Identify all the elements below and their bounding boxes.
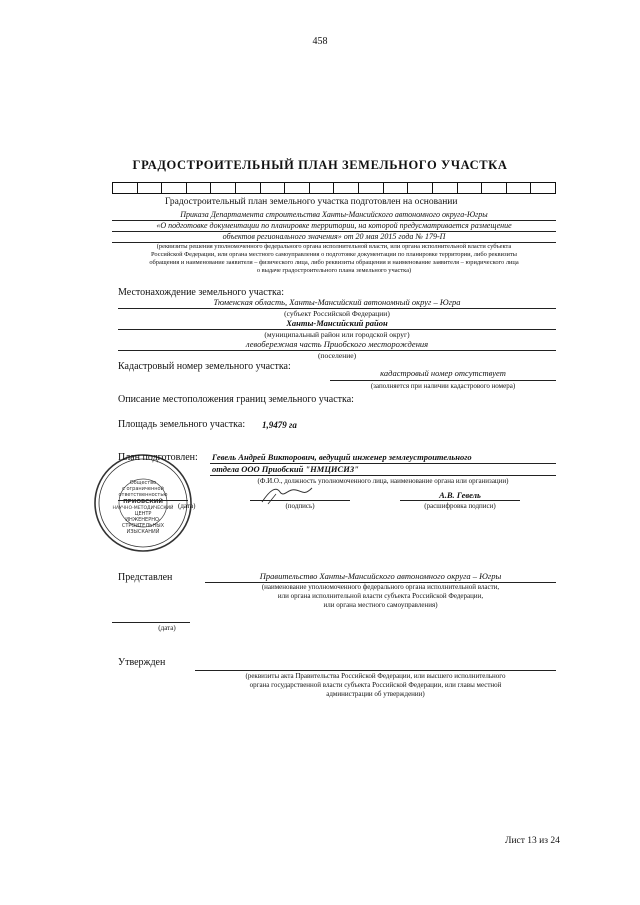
cadastral-label: Кадастровый номер земельного участка: [118,361,291,372]
grid-cell [359,183,384,193]
presented-caption-2: или органа исполнительной власти субъекта Российской Федерации, [277,592,484,600]
order-line-2: «О подготовке документации по планировке территории, на которой предусматривается размещение [156,221,512,230]
preparer-line-2: отдела ООО Приобский "НМЦИСИЗ" [212,464,359,474]
grid-cell [482,183,507,193]
number-grid [112,182,556,194]
seal-line-6: ЦЕНТР [134,511,152,517]
grid-cell [261,183,286,193]
signature-name: А.В. Гевель [439,490,481,500]
district-caption: (муниципальный район или городской округ) [264,330,410,339]
seal-line-4: ПРИОБСКИЙ [123,499,163,505]
grid-cell [113,183,138,193]
page-number: 458 [312,36,328,47]
cadastral-caption: (заполняется при наличии кадастрового номера) [370,382,516,390]
preparer-line-1: Гевель Андрей Викторович, ведущий инженер землеустроительного [212,452,472,462]
sheet-number: Лист 13 из 24 [505,836,560,846]
approved-caption-1: (реквизиты акта Правительства Российской Федерации, или высшего исполнительного [245,672,506,680]
area-value: 1,9479 га [262,420,297,430]
area-label: Площадь земельного участка: [118,419,246,430]
location-label: Местонахождение земельного участка: [118,287,284,298]
grid-cell [138,183,163,193]
grid-cell [211,183,236,193]
district-value: Ханты-Мансийский район [286,318,388,328]
grid-cell [187,183,212,193]
approved-label: Утвержден [118,657,166,668]
grid-cell [433,183,458,193]
approved-caption-3: администрации об утверждении) [326,690,425,698]
subject-caption: (субъект Российской Федерации) [284,309,390,318]
basis-note-1: (реквизиты решения уполномоченного федерального органа исполнительной власти, или органа исполнительной власти субъекта [156,243,512,250]
order-line-3: объектов регионального значения» от 20 мая 2015 года № 179-П [222,232,446,241]
prepared-date-caption: (дата) [178,502,196,510]
basis-note-3: обращения и наименование заявителя – физического лица, либо реквизиты обращения и наименование заявителя – юридического лица [149,259,519,266]
seal-line-5: НАУЧНО-МЕТОДИЧЕСКИЙ [112,506,174,511]
seal-line-7: ИНЖЕНЕРНО- [125,517,161,523]
order-line-1: Приказа Департамента строительства Ханты-Мансийского автономного округа-Югры [180,210,488,219]
grid-cell [236,183,261,193]
grid-cell [384,183,409,193]
grid-cell [408,183,433,193]
settlement-value: левобережная часть Приобского месторождения [245,339,429,349]
basis-note-4: о выдаче градостроительного плана земельного участка) [256,267,412,274]
basis-note-2: Российской Федерации, или органа местного самоуправления о подготовке документации по планировке территории, либо реквизиты [151,251,517,258]
preparer-caption: (Ф.И.О., должность уполномоченного лица, наименование органа или организации) [257,477,509,485]
decoding-caption: (расшифровка подписи) [424,502,496,510]
cadastral-value: кадастровый номер отсутствует [380,368,506,378]
grid-cell [310,183,335,193]
seal-line-3: ответственностью [118,492,168,498]
grid-cell [507,183,532,193]
grid-cell [162,183,187,193]
grid-cell [458,183,483,193]
subject-value: Тюменская область, Ханты-Мансийский автономный округ – Югра [213,297,461,307]
basis-line: Градостроительный план земельного участка подготовлен на основании [165,197,458,207]
seal-line-8: СТРОИТЕЛЬНЫХ [121,523,165,529]
presented-caption-1: (наименование уполномоченного федерального органа исполнительной власти, [261,583,500,591]
settlement-caption: (поселение) [317,351,357,360]
document-title: ГРАДОСТРОИТЕЛЬНЫЙ ПЛАН ЗЕМЕЛЬНОГО УЧАСТКА [132,158,508,172]
presented-date-caption: (дата) [158,624,176,632]
grid-cell [285,183,310,193]
seal-line-9: ИЗЫСКАНИЙ [126,529,160,535]
presented-label: Представлен [118,572,173,583]
seal-line-2: с ограниченной [122,486,164,492]
seal-line-1: Общество [129,480,157,486]
presented-caption-3: или органа местного самоуправления) [323,601,438,609]
grid-cell [334,183,359,193]
boundary-label: Описание местоположения границ земельного участка: [118,394,354,405]
approved-caption-2: органа государственной власти субъекта Российской Федерации, или главы местной [249,681,502,689]
signature-caption: (подпись) [285,502,315,510]
prepared-label: План подготовлен: [118,452,198,463]
presented-value: Правительство Ханты-Мансийского автономного округа – Югры [259,571,502,581]
grid-cell [531,183,555,193]
